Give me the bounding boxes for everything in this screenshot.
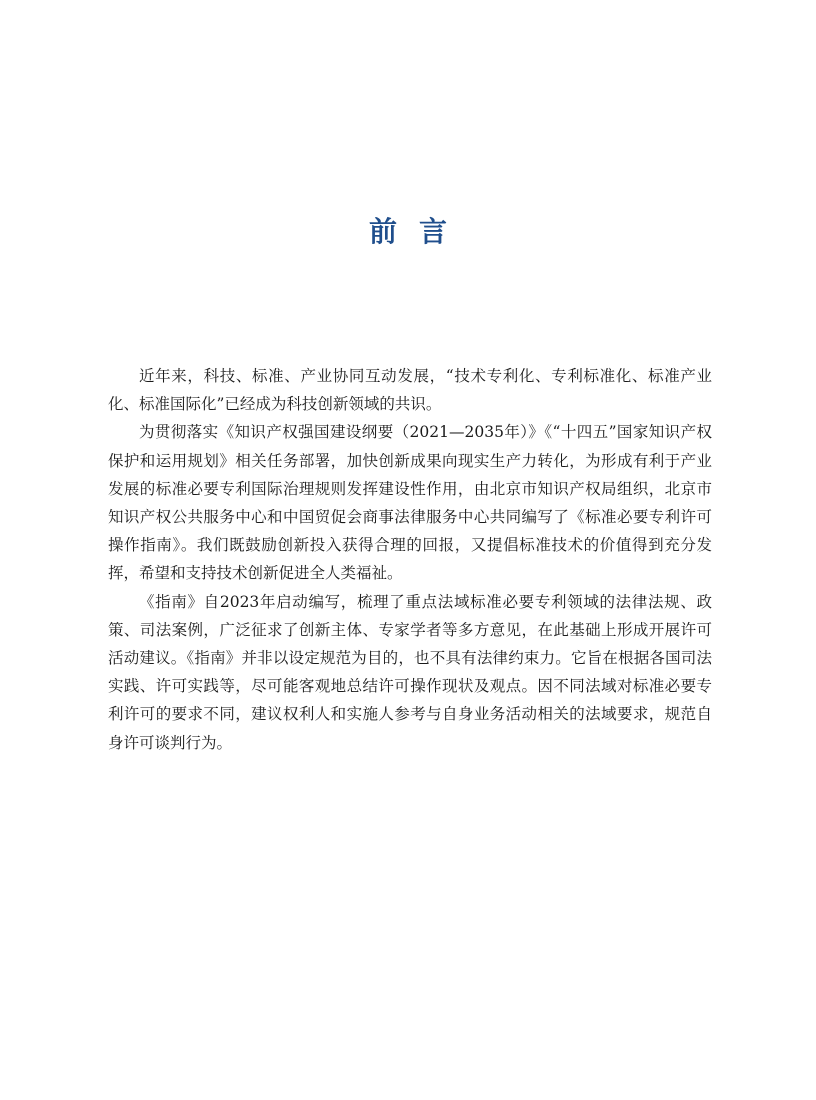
paragraph-3: 《指南》自2023年启动编写，梳理了重点法域标准必要专利领域的法律法规、政策、司法案例，广泛征求了创新主体、专家学者等多方意见，在此基础上形成开展许可活动建议。《指南》并非以设定规范为目的，也不具有法律约束力。它旨在根据各国司法实践、许可实践等，尽可能客观地总结许可操作现状及观点。因不同法域对标准必要专利许可的要求不同，建议权利人和实施人参考与自身业务活动相关的法域要求，规范自身许可谈判行为。	[108, 592, 712, 752]
paragraph-1: 近年来，科技、标准、产业协同互动发展，“技术专利化、专利标准化、标准产业化、标准国际化”已经成为科技创新领域的共识。	[108, 367, 712, 414]
preface-body	[108, 362, 712, 757]
paragraph-2: 为贯彻落实《知识产权强国建设纲要（2021—2035年）》《“十四五”国家知识产权保护和运用规划》相关任务部署，加快创新成果向现实生产力转化，为形成有利于产业发展的标准必要专利国际治理规则发挥建设性作用，由北京市知识产权局组织，北京市知识产权公共服务中心和中国贸促会商事法律服务中心共同编写了《标准必要专利许可操作指南》。我们既鼓励创新投入获得合理的回报，又提倡标准技术的价值得到充分发挥，希望和支持技术创新促进全人类福祉。	[108, 423, 712, 583]
page-title: 前言	[368, 215, 469, 248]
